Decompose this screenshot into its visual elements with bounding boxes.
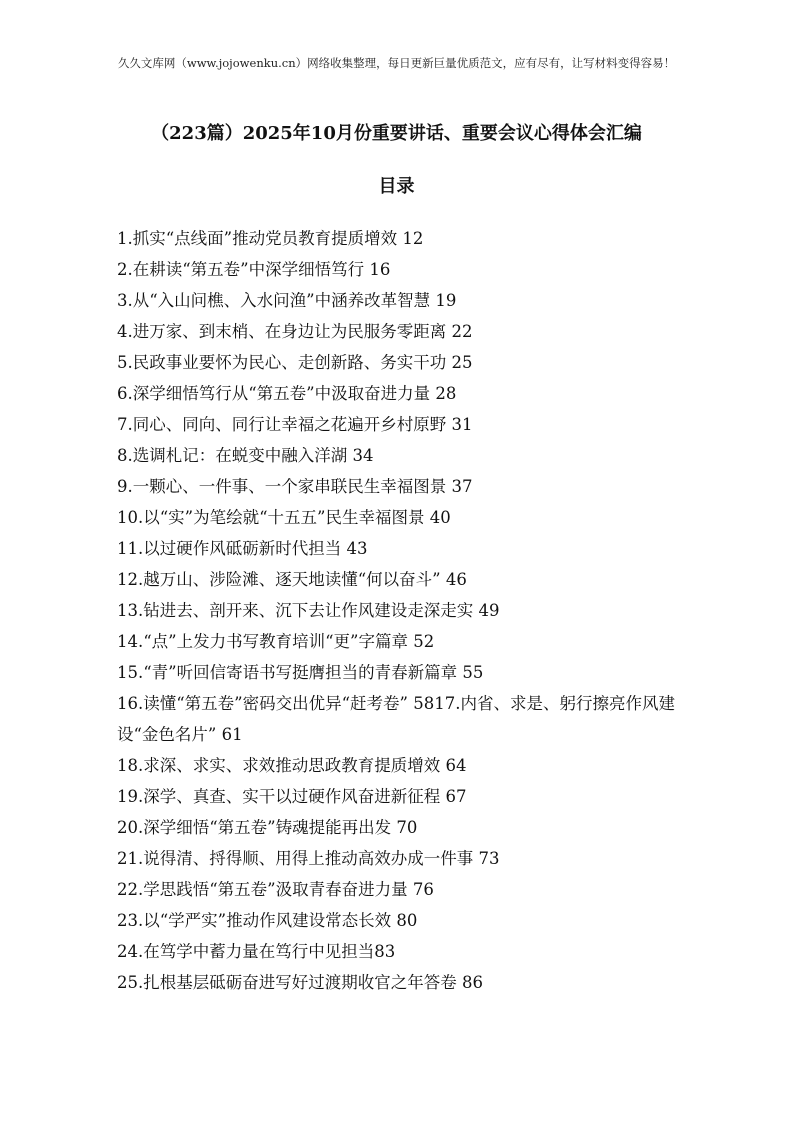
toc-item[interactable]: 24.在笃学中蓄力量在笃行中见担当83	[117, 942, 396, 961]
toc-item[interactable]: 20.深学细悟“第五卷”铸魂提能再出发 70	[117, 818, 418, 837]
toc-item[interactable]: 1.抓实“点线面”推动党员教育提质增效 12	[117, 229, 424, 248]
toc-item[interactable]: 16.读懂“第五卷”密码交出优异“赶考卷” 5817.内省、求是、躬行擦亮作风建设“金色名片” 61	[117, 694, 675, 744]
toc-item[interactable]: 7.同心、同向、同行让幸福之花遍开乡村原野 31	[117, 415, 473, 434]
toc-item[interactable]: 9.一颗心、一件事、一个家串联民生幸福图景 37	[117, 477, 473, 496]
toc-item[interactable]: 3.从“入山问樵、入水问渔”中涵养改革智慧 19	[117, 291, 457, 310]
document-title: （223篇）2025年10月份重要讲话、重要会议心得体会汇编	[151, 123, 642, 144]
toc-item[interactable]: 15.“青”听回信寄语书写挺膺担当的青春新篇章 55	[117, 663, 484, 682]
toc-item[interactable]: 6.深学细悟笃行从“第五卷”中汲取奋进力量 28	[117, 384, 457, 403]
toc-item[interactable]: 23.以“学严实”推动作风建设常态长效 80	[117, 911, 418, 930]
toc-item[interactable]: 21.说得清、捋得顺、用得上推动高效办成一件事 73	[117, 849, 500, 868]
toc-item[interactable]: 2.在耕读“第五卷”中深学细悟笃行 16	[117, 260, 391, 279]
toc-item[interactable]: 5.民政事业要怀为民心、走创新路、务实干功 25	[117, 353, 473, 372]
toc-item[interactable]: 25.扎根基层砥砺奋进写好过渡期收官之年答卷 86	[117, 973, 483, 992]
toc-item[interactable]: 11.以过硬作风砥砺新时代担当 43	[117, 539, 368, 558]
toc-item[interactable]: 12.越万山、涉险滩、逐天地读懂“何以奋斗” 46	[117, 570, 467, 589]
toc-item[interactable]: 10.以“实”为笔绘就“十五五”民生幸福图景 40	[117, 508, 451, 527]
toc-item[interactable]: 8.选调札记：在蜕变中融入洋湖 34	[117, 446, 374, 465]
toc-item[interactable]: 13.钻进去、剖开来、沉下去让作风建设走深走实 49	[117, 601, 500, 620]
toc-item[interactable]: 14.“点”上发力书写教育培训“更”字篇章 52	[117, 632, 435, 651]
toc-item[interactable]: 4.进万家、到末梢、在身边让为民服务零距离 22	[117, 322, 473, 341]
toc-heading: 目录	[378, 176, 415, 197]
toc-item[interactable]: 18.求深、求实、求效推动思政教育提质增效 64	[117, 756, 467, 775]
table-of-contents	[117, 223, 697, 998]
toc-item[interactable]: 19.深学、真查、实干以过硬作风奋进新征程 67	[117, 787, 467, 806]
toc-item[interactable]: 22.学思践悟“第五卷”汲取青春奋进力量 76	[117, 880, 434, 899]
site-header-note: 久久文库网（www.jojowenku.cn）网络收集整理，每日更新巨量优质范文，应有尽有，让写材料变得容易！	[117, 56, 676, 70]
